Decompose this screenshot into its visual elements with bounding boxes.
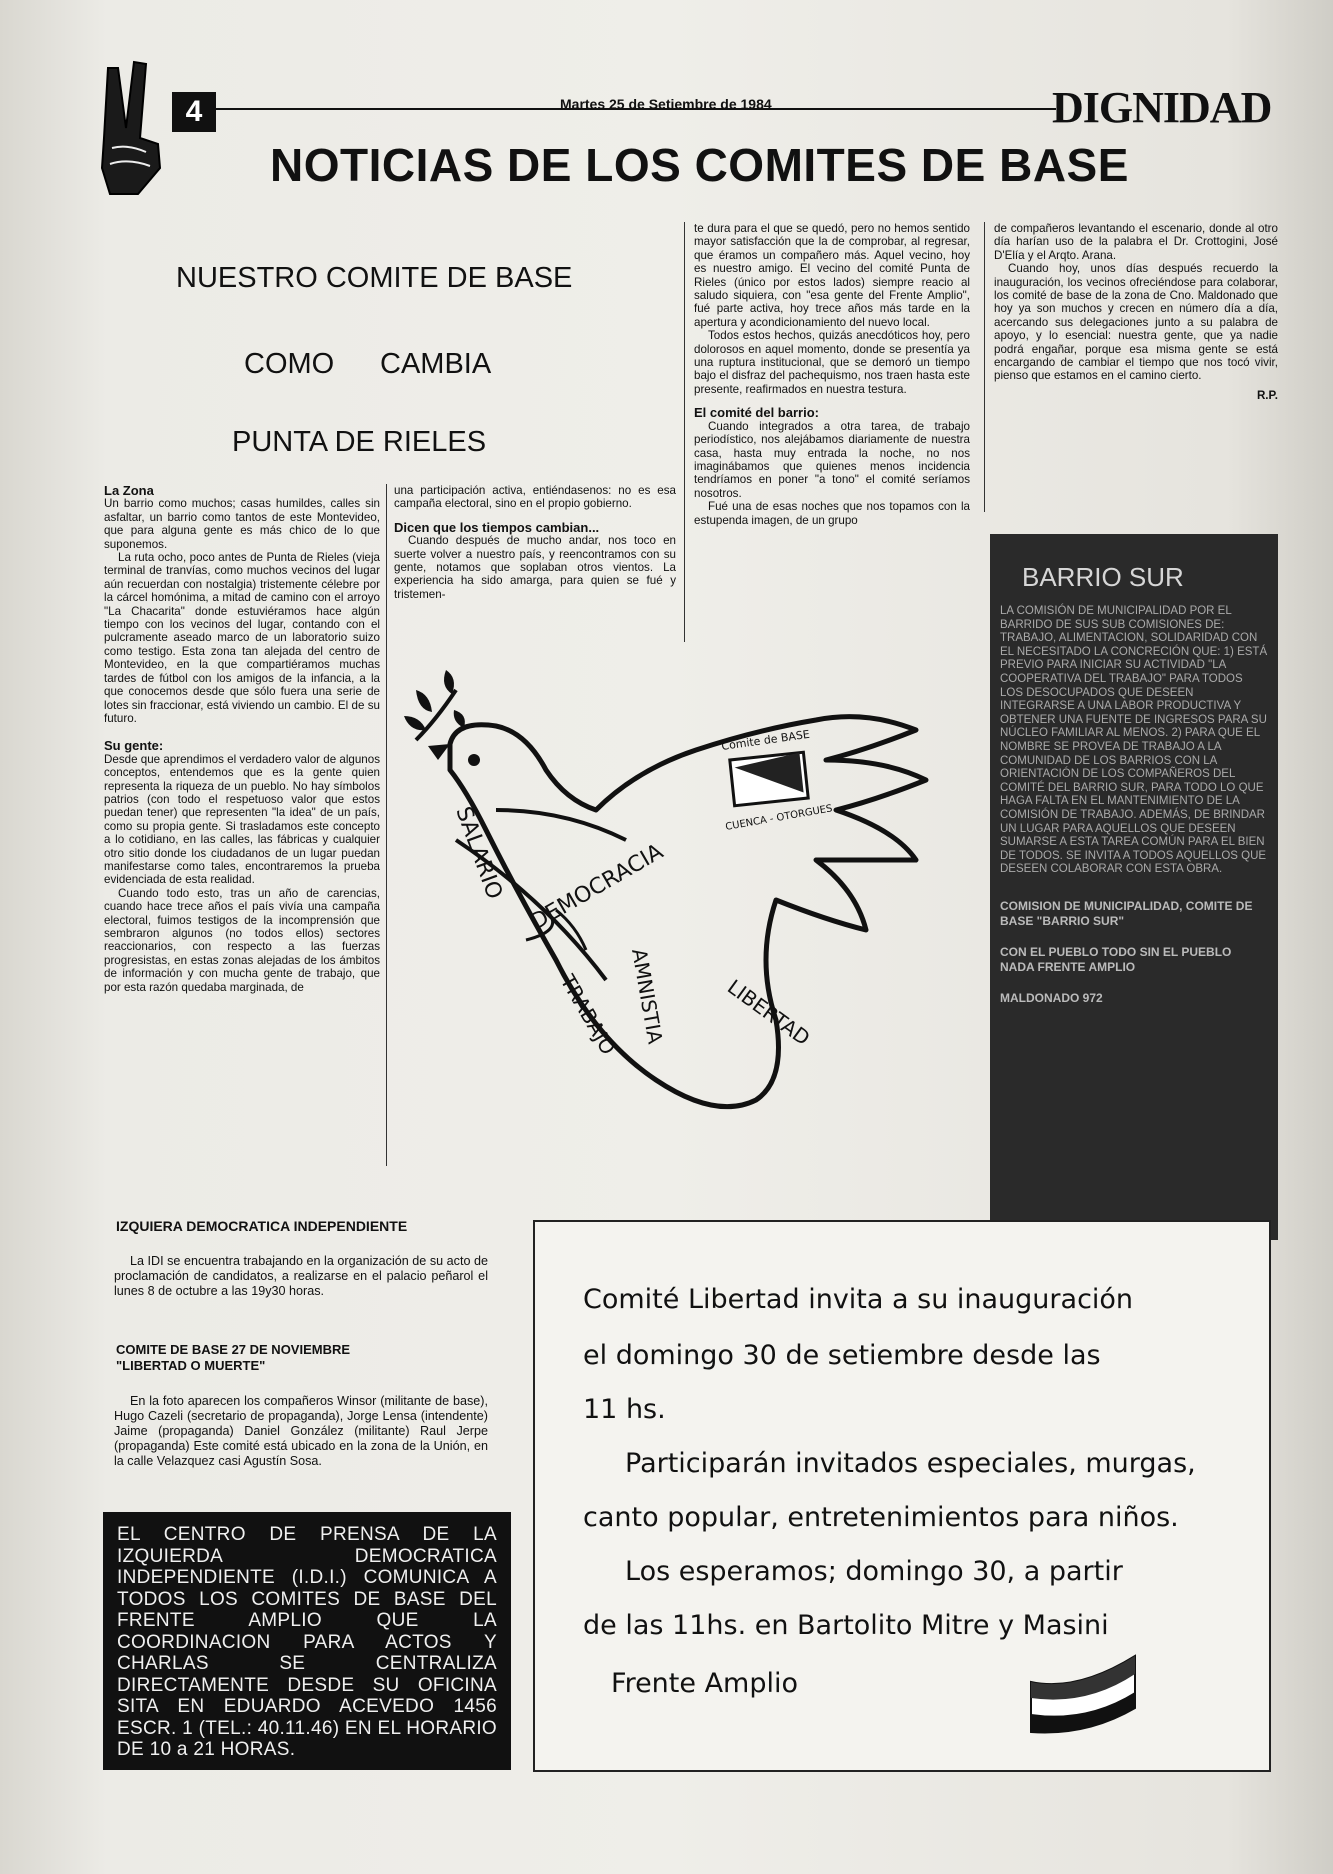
section-heading: El comité del barrio: [694, 405, 819, 421]
column-divider [984, 222, 985, 512]
invitation-line: Los esperamos; domingo 30, a partir [625, 1556, 1123, 1587]
paragraph: Un barrio como muchos; casas humildes, calles sin asfaltar, un barrio como tantos de este Montevideo, que para alguna gente es más chico de lo que suponemos. [104, 497, 380, 551]
invitation-line: canto popular, entretenimientos para niños. [583, 1502, 1179, 1533]
paragraph: de compañeros levantando el escenario, donde al otro día harían uso de la palabra el Dr. Crottogini, José D'Elía y el Arqto. Arana. [994, 222, 1278, 262]
paragraph: Cuando todo esto, tras un año de carencias, cuando hace trece años el país vivía una campaña electoral, fuimos testigos de la incomprensión que sembraron algunos (no todos ellos) sectores reaccionarios, con respecto a las fuerzas progresistas, en estas zonas alejadas de los ámbitos de información y con mucha gente de trabajo, que por esta razón quedaba marginada, de [104, 886, 380, 994]
article-title-word-como: COMO [244, 348, 335, 380]
invitation-signature: Frente Amplio [611, 1668, 799, 1699]
barrio-sur-footer-committee: COMISION DE MUNICIPALIDAD, COMITE DE BASE "BARRIO SUR" [1000, 898, 1253, 928]
barrio-sur-title: BARRIO SUR [1022, 562, 1184, 592]
dove-illustration [396, 660, 992, 1130]
paragraph: una participación activa, entiéndasenos: no es esa campaña electoral, sino en el propio gobierno. [394, 484, 676, 511]
issue-date: Martes 25 de Setiembre de 1984 [560, 96, 772, 112]
invitation-line: 11 hs. [583, 1394, 666, 1425]
invitation-line: Participarán invitados especiales, murgas, [625, 1448, 1196, 1479]
paragraph: Cuando integrados a otra tarea, de trabajo periodístico, nos alejábamos diariamente de nuestra casa, hasta muy entrada la noche, no nos imaginábamos que quienes menos incidencia tendríamos en poner "a tono" el comité seríamos nosotros. [694, 419, 970, 500]
article-title-line1: NUESTRO COMITE DE BASE [176, 262, 573, 294]
comite-27-subtitle: "LIBERTAD O MUERTE" [116, 1358, 266, 1373]
signature: R.P. [1256, 388, 1278, 402]
invitation-box [533, 1220, 1271, 1772]
page-title: NOTICIAS DE LOS COMITES DE BASE [270, 139, 1129, 191]
comite-27-paragraph: En la foto aparecen los compañeros Winsor (militante de base), Hugo Cazeli (secretario de propaganda), Jorge Lensa (intendente) Jaime (propaganda) Daniel González (militante) Raul Jerpe (propaganda) Este comité está ubicado en la zona de la Unión, en la calle Velazquez casi Agustín Sosa. [114, 1394, 488, 1468]
victory-hand-icon [88, 48, 180, 198]
invitation-line: de las 11hs. en Bartolito Mitre y Masini [583, 1610, 1109, 1641]
barrio-sur-box [990, 534, 1278, 1240]
idi-title: IZQUIERA DEMOCRATICA INDEPENDIENTE [116, 1218, 408, 1234]
dove-word-salario: SALARIO [450, 803, 507, 903]
article-title-line3: PUNTA DE RIELES [232, 426, 487, 458]
page-number: 4 [172, 92, 216, 132]
dove-eye [468, 754, 480, 766]
frente-amplio-flag-icon [1027, 1652, 1139, 1742]
masthead: DIGNIDAD [1052, 83, 1272, 132]
paragraph: Todos estos hechos, quizás anecdóticos hoy, pero dolorosos en aquel momento, donde se presentía ya una ruptura institucional, que se demoró un tiempo bajo el disfraz del pachequismo, nos traen hasta este presente, reafirmados en nuestra testura. [694, 329, 970, 396]
section-heading: Su gente: [104, 738, 164, 754]
article-column-1 [104, 484, 380, 994]
invitation-line: Comité Libertad invita a su inauguración [583, 1284, 1134, 1315]
dove-word-democracia: DEMOCRACIA [526, 839, 668, 936]
barrio-sur-footer-address: MALDONADO 972 [1000, 990, 1103, 1005]
dove-word-amnistia: AMNISTIA [627, 946, 668, 1046]
paragraph: La ruta ocho, poco antes de Punta de Rieles (vieja terminal de tranvías, como muchos vecinos del lugar aún recuerdan con nostalgia) tristemente célebre por la cárcel homónima, a mitad de camino con el arroyo "La Chacarita" donde estuviéramos hace algún tiempo con los vecinos del lugar, contando con el pulcramente aseado marco de un laboratorio suizo como testigo. Esta zona tan alejada del centro de Montevideo, en la que compartiéramos muchas tardes de fútbol con los amigos de la infancia, a la que conocemos desde que sólo fuera una serie de lotes sin fraccionar, está viviendo un cambio. El de su futuro. [104, 551, 380, 725]
idi-paragraph: La IDI se encuentra trabajando en la organización de su acto de proclamación de candidatos, a realizarse en el palacio peñarol el lunes 8 de octubre a las 19y30 horas. [114, 1254, 488, 1298]
column-divider [386, 484, 387, 1166]
paragraph: Cuando después de mucho andar, nos toco en suerte volver a nuestro país, y reencontramos con su gente, notamos que soplaban otros vientos. La experiencia ha sido amarga, para quien se fué y tristemen- [394, 534, 676, 601]
barrio-sur-footer-slogan: CON EL PUEBLO TODO SIN EL PUEBLO NADA FRENTE AMPLIO [1000, 944, 1232, 974]
dove-sign-bottom: CUENCA - OTORGUES [724, 803, 834, 833]
paragraph: Fué una de esas noches que nos topamos con la estupenda imagen, de un grupo [694, 500, 970, 527]
article-column-4 [994, 222, 1278, 402]
press-center-notice: EL CENTRO DE PRENSA DE LA IZQUIERDA DEMOCRATICA INDEPENDIENTE (I.D.I.) COMUNICA A TODOS LOS COMITES DE BASE DEL FRENTE AMPLIO QUE LA COORDINACION PARA ACTOS Y CHARLAS SE CENTRALIZA DIRECTAMENTE DESDE SU OFICINA SITA EN EDUARDO ACEVEDO 1456 ESCR. 1 (TEL.: 40.11.46) EN EL HORARIO DE 10 a 21 HORAS. [103, 1512, 511, 1770]
invitation-line: el domingo 30 de setiembre desde las [583, 1340, 1101, 1371]
paragraph: Cuando hoy, unos días después recuerdo la inauguración, los vecinos ofreciéndose para colaborar, los comité de base de la zona de Cno. Maldonado que hoy ya son muchos y crecen en número día a día, acercando sus delegaciones junto a su palabra de apoyo, y lo esencial: nuestra gente, que ya nadie podrá engañar, porque esa misma gente se está encargando de cambiar el tiempo que nos tocó vivir, pienso que estamos en el camino cierto. [994, 262, 1278, 383]
section-heading: La Zona [104, 483, 154, 498]
barrio-sur-body: LA COMISIÓN DE MUNICIPALIDAD POR EL BARRIDO DE SUS SUB COMISIONES DE: TRABAJO, ALIMENTACION, SOLIDARIDAD CON EL NECESITADO LA CONCRECIÓN QUE: 1) ESTÁ PREVIO PARA INICIAR SU ACTIVIDAD "LA COOPERATIVA DEL TRABAJO" PARA TODOS LOS DESOCUPADOS QUE DESEEN INTEGRARSE A UNA LABOR PRODUCTIVA Y OBTENER UNA FUENTE DE INGRESOS PARA SU NÚCLEO FAMILIAR AL MENOS. 2) PARA QUE EL NOMBRE SE PROVEA DE TRABAJO A LA COMUNIDAD DE LOS BARRIOS CON LA ORIENTACIÓN DE LOS COMPAÑEROS DEL COMITÉ DEL BARRIO SUR, PARA TODO LO QUE HAGA FALTA EN EL MANTENIMIENTO DE LA COMISIÓN DE TRABAJO. ADEMÁS, DE BRINDAR UN LUGAR PARA AQUELLOS QUE DESEEN SUMARSE A ESTA TAREA COMÚN PARA EL BIEN DE TODOS. SE INVITA A TODOS AQUELLOS QUE DESEEN COLABORAR CON ESTA OBRA. [1000, 605, 1268, 876]
section-heading: Dicen que los tiempos cambian... [394, 519, 600, 535]
paragraph: Desde que aprendimos el verdadero valor de algunos conceptos, entendemos que es la gente quien representa la riqueza de un pueblo. No hay símbolos patrios (con todo el respetuoso valor que estos puedan tener) que representen "la idea" de un país, como su propia gente. Si trasladamos este concepto a lo cotidiano, en las calles, las fábricas y cualquier otro sitio donde los ciudadanos de un lugar puedan manifestarse como tales, encontraremos la prueba evidenciada de esta realidad. [104, 752, 380, 887]
comite-27-title: COMITE DE BASE 27 DE NOVIEMBRE [116, 1342, 351, 1357]
dove-sign-top: Comite de BASE [720, 727, 811, 753]
dove-word-libertad: LIBERTAD [723, 974, 815, 1051]
article-column-3 [694, 222, 970, 527]
article-title-word-cambia: CAMBIA [380, 348, 492, 380]
article-column-2 [394, 484, 676, 601]
dove-word-trabajo: TRABAJO [555, 970, 621, 1059]
paragraph: te dura para el que se quedó, pero no hemos sentido mayor satisfacción que la de comprobar, al regresar, que éramos un compañero más. Aquel vecino, hoy es nuestro amigo. El vecino del comité Punta de Rieles (único por estos lados) siempre reacio al saludo siquiera, con "esa gente del Frente Amplio", fué parte activa, hoy trece años más tarde en la apertura y acondicionamiento del nuevo local. [694, 222, 970, 329]
column-divider [684, 222, 685, 642]
